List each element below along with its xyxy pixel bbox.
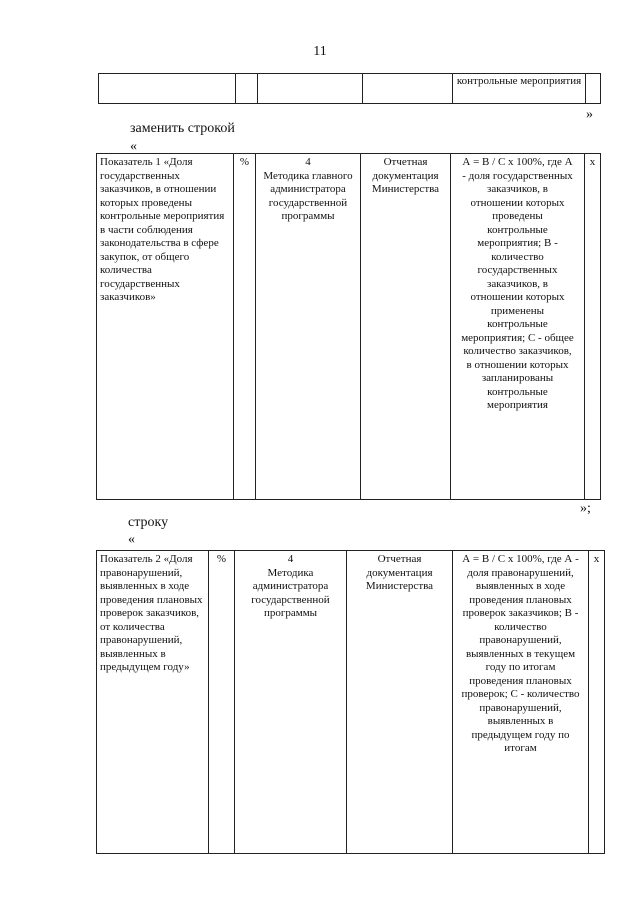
indicator-1-method-text: Методика главного администратора государственной программы <box>263 169 353 222</box>
close-quote-1: » <box>586 107 593 122</box>
indicator-1-unit-cell <box>234 154 256 500</box>
indicator-2-last-cell <box>589 551 605 854</box>
indicator-2-formula: А = В / С х 100%, где А - доля правонарушений, выявленных в ходе проведения плановых проверок заказчиков; В - количество правонарушений, выявленных в текущем году по итогам проведения плановых проверок; С - количество правонарушений, выявленных в предыдущем году по итогам <box>461 553 580 754</box>
indicator-1-formula: А = В / С х 100%, где А - доля государственных заказчиков, в отношении которых проведены контрольные мероприятия; В - количество государственных заказчиков, в отношении которых применены контрольные мероприятия; С - общее количество заказчиков, в отношении которых запланированы контрольные мероприятия <box>461 156 574 411</box>
top-cell-1 <box>99 74 236 104</box>
indicator-1-name-cell <box>97 154 234 500</box>
indicator-2-unit-cell <box>209 551 235 854</box>
top-cell-3 <box>258 74 363 104</box>
top-cell-5 <box>453 74 586 104</box>
open-quote-1: « <box>130 139 137 154</box>
top-cell-4 <box>363 74 453 104</box>
indicator-1-source: Отчетная документация Министерства <box>371 156 440 195</box>
top-table-fragment <box>98 73 601 104</box>
indicator-2-last: х <box>593 553 600 565</box>
page-number: 11 <box>313 44 327 59</box>
indicator-2-unit: % <box>216 553 227 565</box>
indicator-2-name: Показатель 2 «Доля правонарушений, выявленных в ходе проведения плановых проверок заказчиков, от количества правонарушений, выявленных в предыдущем году» <box>100 553 203 673</box>
indicator-1-last-cell <box>585 154 601 500</box>
top-cell-6 <box>586 74 601 104</box>
indicator-2-source-cell <box>347 551 453 854</box>
close-quote-2: »; <box>580 501 591 516</box>
indicator-2-source: Отчетная документация Министерства <box>365 553 434 592</box>
indicator-2-formula-cell <box>453 551 589 854</box>
indicator-1-unit: % <box>239 156 250 168</box>
indicator-2-method-text: Методика администратора государственной программы <box>251 566 330 619</box>
top-cell-5-text: контрольные мероприятия <box>456 75 582 87</box>
indicator-2-table <box>96 550 605 854</box>
indicator-2-method-number: 4 <box>287 553 294 565</box>
indicator-1-last: х <box>589 156 596 168</box>
row2-intro: строку <box>128 515 169 530</box>
replace-intro: заменить строкой <box>130 121 235 136</box>
indicator-1-table <box>96 153 601 500</box>
indicator-1-formula-cell <box>451 154 585 500</box>
indicator-1-method-cell <box>256 154 361 500</box>
top-cell-2 <box>236 74 258 104</box>
indicator-1-name: Показатель 1 «Доля государственных заказчиков, в отношении которых проведены контрольные мероприятия в части соблюдения законодательства в сфере закупок, от общего количества государственных заказчиков» <box>100 156 225 303</box>
indicator-1-source-cell <box>361 154 451 500</box>
indicator-2-name-cell <box>97 551 209 854</box>
indicator-1-method-number: 4 <box>305 156 311 168</box>
open-quote-2: « <box>128 532 135 547</box>
indicator-2-method-cell <box>235 551 347 854</box>
